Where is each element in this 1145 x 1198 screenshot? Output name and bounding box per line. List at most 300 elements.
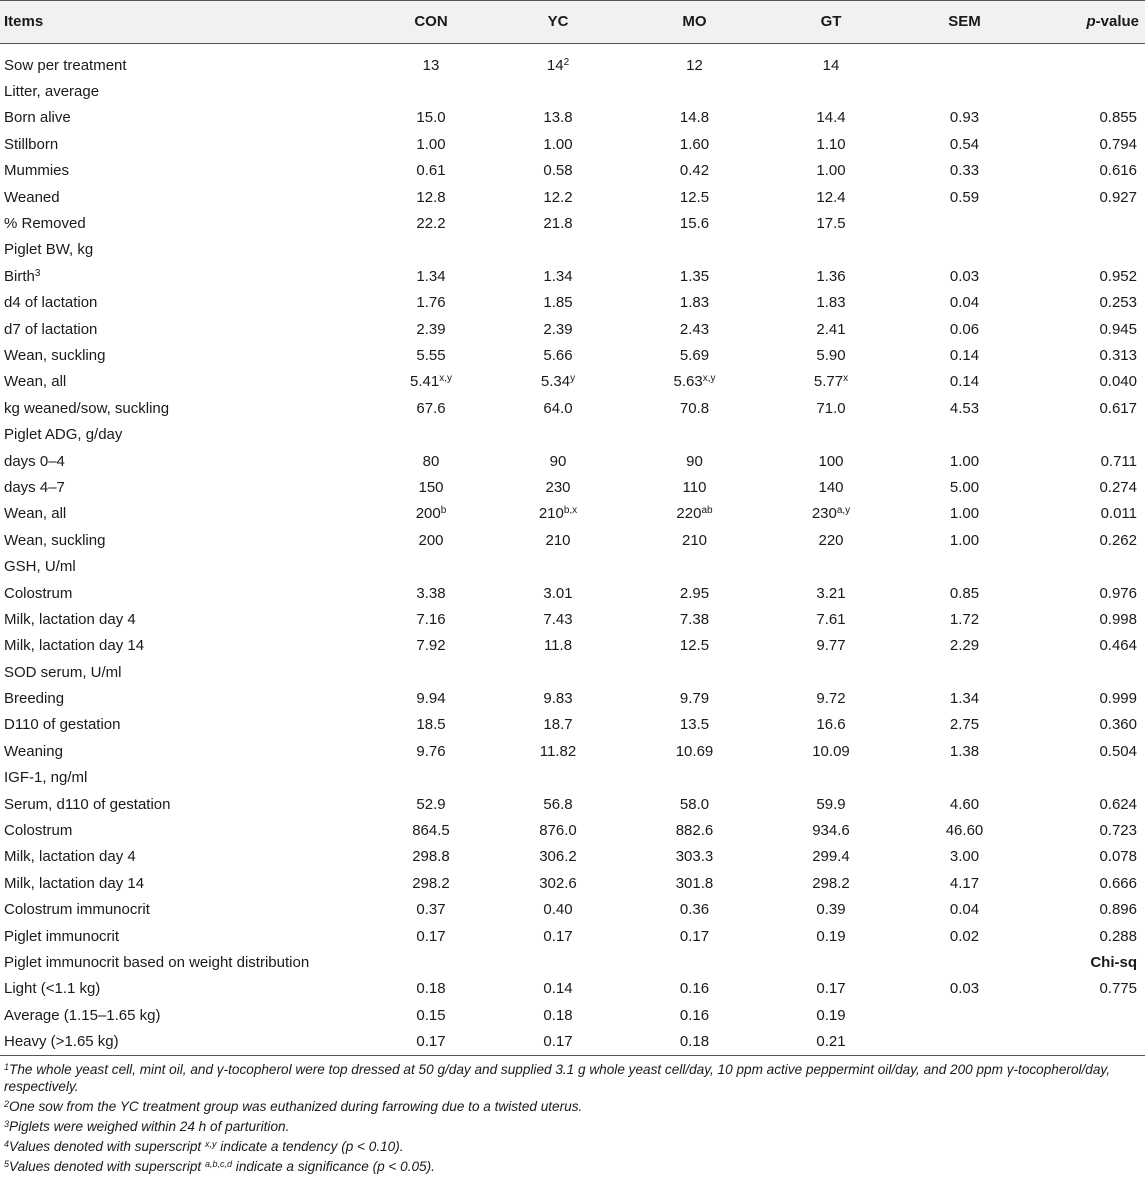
cell-gt-text: 1.10	[816, 135, 846, 153]
cell-sem	[899, 474, 1030, 500]
footnote-text: One sow from the YC treatment group was euthanized during farrowing due to a twisted uterus.	[9, 1098, 583, 1114]
cell-con-text: 3.38	[416, 584, 446, 602]
cell-gt	[763, 527, 899, 553]
cell-mo-text: 2.43	[679, 320, 710, 338]
table-row	[0, 131, 1145, 157]
table-row	[0, 580, 1145, 606]
cell-gt	[763, 263, 899, 289]
row-label-text: Wean, all	[4, 373, 67, 391]
cell-yc-text: 0.58	[543, 162, 573, 180]
row-label-text: Wean, all	[4, 505, 67, 523]
cell-p-value-text: 0.078	[1099, 848, 1137, 866]
cell-p-value	[1030, 78, 1145, 104]
cell-p-value	[1030, 976, 1145, 1002]
cell-yc	[490, 184, 626, 210]
cell-p-value-text: 0.253	[1099, 294, 1137, 312]
cell-p-value	[1030, 870, 1145, 896]
cell-sem	[899, 316, 1030, 342]
cell-mo	[626, 606, 763, 632]
table-row	[0, 210, 1145, 236]
cell-p-value	[1030, 421, 1145, 447]
cell-p-value	[1030, 501, 1145, 527]
cell-mo	[626, 342, 763, 368]
row-label	[0, 342, 372, 368]
cell-p-value-text: 0.794	[1099, 135, 1137, 153]
row-label	[0, 765, 372, 791]
row-label-text: Litter, average	[4, 83, 100, 101]
cell-con-text: 0.18	[416, 980, 446, 998]
cell-yc-text: 0.14	[543, 980, 573, 998]
cell-con	[372, 369, 490, 395]
cell-con	[372, 553, 490, 579]
row-label-text: Mummies	[4, 162, 70, 180]
cell-gt-text: 5.77	[813, 373, 844, 391]
cell-con-text: 200	[415, 505, 441, 523]
cell-p-value	[1030, 685, 1145, 711]
cell-con	[372, 395, 490, 421]
header-con: CON	[372, 1, 490, 44]
cell-p-value-text: 0.775	[1099, 980, 1137, 998]
cell-mo-text: 210	[681, 531, 708, 549]
table-row	[0, 817, 1145, 843]
table-row	[0, 421, 1145, 447]
cell-sem-text: 0.14	[949, 346, 980, 364]
cell-mo-text: 1.60	[679, 135, 710, 153]
row-label-text: Serum, d110 of gestation	[4, 795, 171, 813]
cell-con-text: 80	[422, 452, 440, 470]
cell-gt	[763, 210, 899, 236]
cell-gt	[763, 897, 899, 923]
cell-gt	[763, 870, 899, 896]
cell-p-value-text: 0.464	[1099, 637, 1137, 655]
table-row	[0, 105, 1145, 131]
cell-gt-superscript: x	[843, 373, 849, 385]
cell-mo-superscript: ab	[701, 505, 713, 517]
row-label	[0, 1028, 372, 1055]
row-label	[0, 52, 372, 78]
footnote-number: 1	[4, 1061, 10, 1072]
row-label	[0, 685, 372, 711]
cell-p-value	[1030, 527, 1145, 553]
table-row	[0, 553, 1145, 579]
cell-mo-text: 220	[676, 505, 702, 523]
cell-p-value-text: Chi-sq	[1090, 953, 1137, 971]
cell-yc-text: 0.17	[543, 927, 573, 945]
cell-con	[372, 738, 490, 764]
cell-con-text: 7.16	[416, 610, 446, 628]
cell-gt-text: 0.19	[816, 927, 846, 945]
row-label-text: SOD serum, U/ml	[4, 663, 122, 681]
cell-sem-text: 4.17	[949, 874, 980, 892]
cell-con	[372, 1028, 490, 1055]
cell-mo	[626, 949, 763, 975]
footnote-number: 3	[4, 1118, 10, 1129]
cell-p-value	[1030, 923, 1145, 949]
table-row	[0, 765, 1145, 791]
cell-sem	[899, 395, 1030, 421]
cell-sem-text: 0.03	[949, 267, 980, 285]
cell-con	[372, 527, 490, 553]
cell-sem-text: 4.60	[949, 795, 980, 813]
cell-yc-text: 210	[545, 531, 571, 549]
cell-yc	[490, 1028, 626, 1055]
cell-p-value	[1030, 844, 1145, 870]
row-label	[0, 263, 372, 289]
cell-yc	[490, 791, 626, 817]
cell-mo-text: 0.42	[679, 162, 710, 180]
cell-mo-text: 301.8	[675, 874, 714, 892]
cell-con	[372, 237, 490, 263]
table-row	[0, 263, 1145, 289]
cell-mo	[626, 131, 763, 157]
cell-mo	[626, 474, 763, 500]
cell-gt-text: 1.00	[816, 162, 846, 180]
cell-con-text: 0.17	[416, 1033, 446, 1051]
cell-gt	[763, 131, 899, 157]
cell-mo-text: 14.8	[679, 109, 710, 127]
cell-yc-text: 56.8	[543, 795, 573, 813]
row-label	[0, 158, 372, 184]
cell-p-value-text: 0.262	[1099, 531, 1137, 549]
cell-con-text: 7.92	[416, 637, 446, 655]
cell-gt-text: 0.19	[816, 1006, 846, 1024]
cell-sem	[899, 501, 1030, 527]
cell-p-value	[1030, 52, 1145, 78]
cell-gt	[763, 949, 899, 975]
cell-mo-text: 0.18	[679, 1033, 710, 1051]
cell-gt	[763, 738, 899, 764]
cell-mo	[626, 290, 763, 316]
cell-gt-text: 0.39	[816, 901, 846, 919]
cell-mo	[626, 976, 763, 1002]
cell-gt-text: 9.72	[816, 690, 846, 708]
cell-p-value	[1030, 1028, 1145, 1055]
cell-gt	[763, 395, 899, 421]
cell-con-text: 15.0	[416, 109, 446, 127]
cell-gt	[763, 712, 899, 738]
cell-gt-text: 14.4	[816, 109, 846, 127]
cell-mo	[626, 685, 763, 711]
footnote	[4, 1098, 1139, 1115]
spacer-cell	[0, 44, 1145, 53]
row-label-text: D110 of gestation	[4, 716, 121, 734]
row-label-text: Wean, suckling	[4, 531, 106, 549]
cell-p-value	[1030, 949, 1145, 975]
cell-mo-text: 9.79	[679, 690, 710, 708]
table-header	[0, 1, 1145, 44]
cell-mo-text: 303.3	[675, 848, 714, 866]
table-row	[0, 78, 1145, 104]
cell-sem	[899, 817, 1030, 843]
cell-yc	[490, 712, 626, 738]
cell-sem-text: 1.00	[949, 531, 980, 549]
cell-con	[372, 897, 490, 923]
table-row	[0, 1002, 1145, 1028]
table-row	[0, 659, 1145, 685]
cell-gt-text: 10.09	[812, 742, 850, 760]
table-row	[0, 290, 1145, 316]
cell-p-value	[1030, 131, 1145, 157]
cell-gt	[763, 923, 899, 949]
row-label-text: kg weaned/sow, suckling	[4, 399, 170, 417]
cell-sem	[899, 342, 1030, 368]
cell-yc-text: 18.7	[543, 716, 573, 734]
row-label-text: Sow per treatment	[4, 56, 127, 74]
cell-con	[372, 1002, 490, 1028]
cell-sem	[899, 52, 1030, 78]
cell-con-superscript: b	[440, 505, 447, 517]
cell-yc	[490, 237, 626, 263]
cell-mo	[626, 633, 763, 659]
cell-sem-text: 0.04	[949, 901, 980, 919]
cell-con-text: 67.6	[416, 399, 446, 417]
row-label	[0, 501, 372, 527]
cell-mo	[626, 897, 763, 923]
cell-con	[372, 870, 490, 896]
cell-mo	[626, 817, 763, 843]
cell-mo	[626, 765, 763, 791]
cell-p-value-text: 0.998	[1099, 610, 1137, 628]
cell-yc	[490, 923, 626, 949]
cell-p-value	[1030, 553, 1145, 579]
cell-gt	[763, 52, 899, 78]
cell-p-value	[1030, 580, 1145, 606]
row-label	[0, 237, 372, 263]
cell-con	[372, 210, 490, 236]
cell-con	[372, 448, 490, 474]
cell-sem-text: 0.03	[949, 980, 980, 998]
cell-yc	[490, 395, 626, 421]
cell-yc-text: 876.0	[539, 822, 577, 840]
row-label	[0, 712, 372, 738]
header-p-italic: p	[1086, 13, 1096, 30]
cell-yc-text: 210	[538, 505, 564, 523]
header-sem: SEM	[899, 1, 1030, 44]
cell-mo	[626, 1028, 763, 1055]
cell-mo-text: 5.63	[673, 373, 703, 391]
row-label	[0, 949, 372, 975]
cell-p-value	[1030, 633, 1145, 659]
row-label-text: Weaned	[4, 188, 60, 206]
cell-con	[372, 949, 490, 975]
cell-yc-text: 7.43	[543, 610, 573, 628]
cell-con	[372, 131, 490, 157]
cell-p-value	[1030, 817, 1145, 843]
row-label	[0, 78, 372, 104]
row-label-text: Piglet BW, kg	[4, 241, 94, 259]
cell-gt	[763, 580, 899, 606]
cell-mo-text: 110	[682, 478, 707, 496]
row-label-text: Milk, lactation day 4	[4, 610, 136, 628]
cell-sem	[899, 184, 1030, 210]
row-label-text: d7 of lactation	[4, 320, 98, 338]
cell-yc	[490, 263, 626, 289]
cell-p-value	[1030, 210, 1145, 236]
footnote	[4, 1138, 1139, 1155]
cell-gt-text: 16.6	[816, 716, 846, 734]
cell-con-text: 0.37	[416, 901, 446, 919]
cell-yc	[490, 316, 626, 342]
cell-mo	[626, 659, 763, 685]
cell-con-text: 1.76	[416, 294, 446, 312]
cell-p-value	[1030, 158, 1145, 184]
cell-con-text: 200	[418, 531, 444, 549]
cell-sem	[899, 210, 1030, 236]
cell-yc-text: 0.40	[543, 901, 573, 919]
cell-gt	[763, 685, 899, 711]
cell-p-value-text: 0.896	[1099, 901, 1137, 919]
cell-gt	[763, 553, 899, 579]
cell-gt-text: 59.9	[816, 795, 846, 813]
cell-con-text: 298.2	[412, 874, 450, 892]
table-row	[0, 52, 1145, 78]
cell-yc	[490, 633, 626, 659]
row-label	[0, 897, 372, 923]
cell-mo	[626, 712, 763, 738]
row-label	[0, 421, 372, 447]
footnote-text-before: Values denoted with superscript	[9, 1158, 205, 1174]
footnote-text-after: indicate a significance (p < 0.05).	[232, 1158, 435, 1174]
cell-p-value-text: 0.855	[1099, 109, 1137, 127]
cell-con-text: 298.8	[412, 848, 450, 866]
row-label-text: d4 of lactation	[4, 294, 98, 312]
cell-gt	[763, 448, 899, 474]
table-row	[0, 395, 1145, 421]
cell-gt	[763, 421, 899, 447]
row-label-text: Colostrum immunocrit	[4, 901, 150, 919]
cell-sem	[899, 897, 1030, 923]
row-label	[0, 369, 372, 395]
row-label	[0, 817, 372, 843]
row-label-text: Milk, lactation day 14	[4, 874, 145, 892]
cell-yc-text: 90	[549, 452, 567, 470]
cell-p-value	[1030, 105, 1145, 131]
cell-gt	[763, 633, 899, 659]
row-label	[0, 474, 372, 500]
cell-sem-text: 0.02	[949, 927, 980, 945]
footnote-text-before: Values denoted with superscript	[9, 1138, 205, 1154]
cell-p-value-text: 0.011	[1100, 505, 1137, 523]
cell-p-value	[1030, 184, 1145, 210]
cell-sem	[899, 976, 1030, 1002]
cell-gt-text: 1.83	[816, 294, 846, 312]
cell-mo-text: 12.5	[679, 188, 710, 206]
cell-mo-text: 90	[686, 452, 703, 470]
cell-p-value	[1030, 738, 1145, 764]
cell-mo	[626, 369, 763, 395]
cell-con-text: 5.41	[410, 373, 440, 391]
table-row	[0, 606, 1145, 632]
cell-mo	[626, 527, 763, 553]
cell-yc	[490, 580, 626, 606]
cell-sem	[899, 527, 1030, 553]
cell-mo-text: 0.16	[679, 1006, 710, 1024]
row-label-superscript: 3	[34, 267, 41, 279]
cell-con-text: 1.00	[416, 135, 446, 153]
cell-yc	[490, 369, 626, 395]
cell-yc-text: 230	[545, 478, 571, 496]
cell-yc	[490, 870, 626, 896]
cell-sem	[899, 78, 1030, 104]
cell-sem	[899, 290, 1030, 316]
cell-mo	[626, 553, 763, 579]
row-label	[0, 976, 372, 1002]
row-label	[0, 580, 372, 606]
cell-con-superscript: x,y	[439, 373, 452, 385]
cell-sem-text: 3.00	[949, 848, 980, 866]
cell-con	[372, 580, 490, 606]
table-row	[0, 791, 1145, 817]
cell-sem-text: 0.04	[949, 294, 980, 312]
cell-sem	[899, 421, 1030, 447]
cell-gt-text: 1.36	[816, 267, 846, 285]
cell-yc	[490, 844, 626, 870]
cell-mo-text: 13.5	[679, 716, 710, 734]
cell-con-text: 52.9	[416, 795, 446, 813]
header-mo: MO	[626, 1, 763, 44]
cell-con	[372, 923, 490, 949]
cell-con-text: 2.39	[416, 320, 446, 338]
row-label	[0, 316, 372, 342]
cell-sem	[899, 1002, 1030, 1028]
cell-yc-text: 11.82	[539, 742, 577, 760]
table-row	[0, 501, 1145, 527]
cell-sem	[899, 923, 1030, 949]
row-label-text: Colostrum	[4, 584, 73, 602]
header-gt: GT	[763, 1, 899, 44]
cell-yc	[490, 210, 626, 236]
cell-con	[372, 765, 490, 791]
cell-gt	[763, 369, 899, 395]
cell-p-value	[1030, 791, 1145, 817]
cell-gt-text: 2.41	[816, 320, 846, 338]
row-label	[0, 844, 372, 870]
row-label	[0, 290, 372, 316]
row-label-text: days 0–4	[4, 452, 65, 470]
cell-yc	[490, 78, 626, 104]
row-label-text: Stillborn	[4, 135, 59, 153]
cell-gt	[763, 1002, 899, 1028]
table-row	[0, 369, 1145, 395]
cell-sem	[899, 237, 1030, 263]
cell-p-value	[1030, 263, 1145, 289]
cell-mo	[626, 844, 763, 870]
cell-p-value-text: 0.040	[1099, 373, 1137, 391]
cell-mo	[626, 316, 763, 342]
row-label-text: Average (1.15–1.65 kg)	[4, 1006, 161, 1024]
cell-gt	[763, 105, 899, 131]
cell-yc-text: 0.18	[543, 1006, 573, 1024]
cell-con	[372, 659, 490, 685]
cell-gt-text: 71.0	[816, 399, 846, 417]
row-label-text: Milk, lactation day 4	[4, 848, 136, 866]
cell-mo	[626, 52, 763, 78]
table-row	[0, 1028, 1145, 1055]
row-label	[0, 527, 372, 553]
cell-con-text: 864.5	[412, 822, 450, 840]
cell-gt-text: 5.90	[816, 346, 846, 364]
cell-p-value	[1030, 659, 1145, 685]
footnotes	[0, 1056, 1145, 1175]
cell-yc-text: 306.2	[539, 848, 577, 866]
cell-con	[372, 78, 490, 104]
cell-sem-text: 0.14	[949, 373, 980, 391]
cell-mo	[626, 421, 763, 447]
cell-gt	[763, 237, 899, 263]
row-label	[0, 870, 372, 896]
cell-yc-text: 302.6	[539, 874, 577, 892]
cell-mo-text: 0.36	[679, 901, 710, 919]
